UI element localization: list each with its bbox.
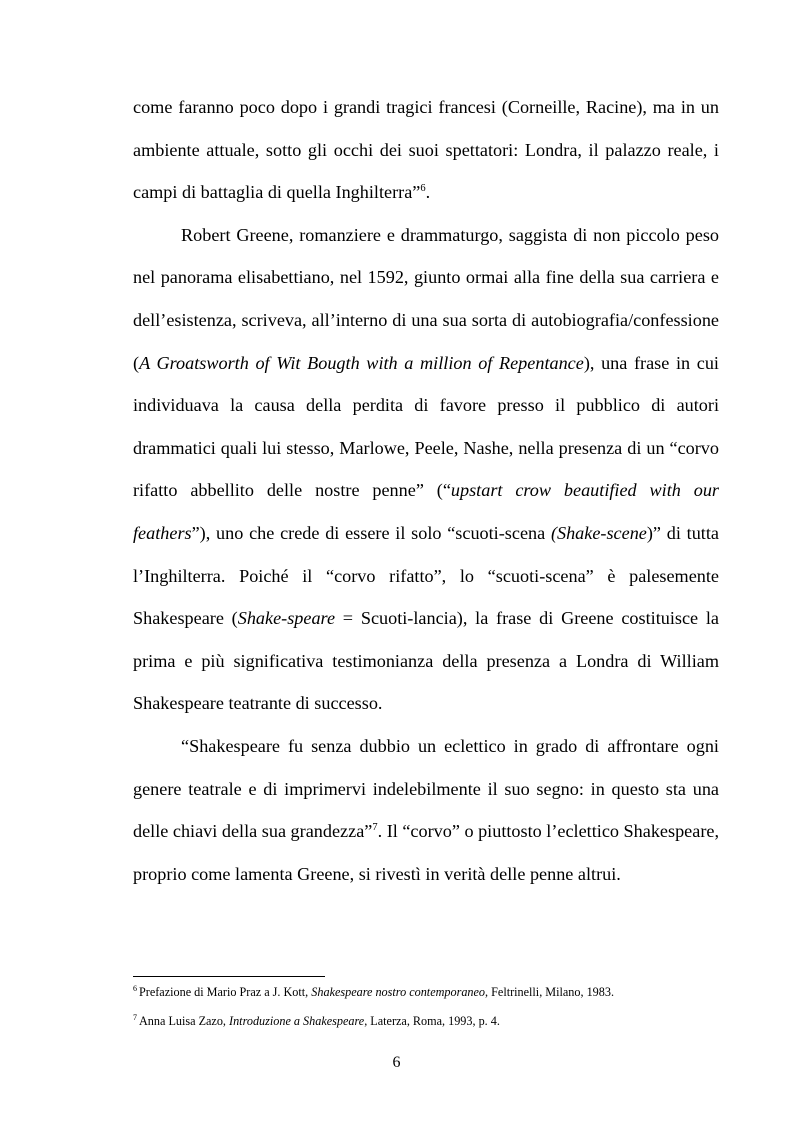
paragraph-2-text-e: = Scuoti-lancia), la frase di Greene costituisce la prima e più significativa testimonianza della presenza a Londra di William Shakespeare teatrante di successo. (133, 608, 720, 714)
paragraph-3-text-a: “Shakespeare fu senza dubbio un eclettico in grado di affrontare ogni genere teatrale e di imprimervi indelebilmente il suo segno: in questo sta una delle chiavi della sua grandezza” (133, 735, 719, 842)
footnote-book-title: Shakespeare nostro contemporaneo (311, 985, 486, 999)
footnote-7 (133, 1013, 719, 1029)
footnote-6 (133, 984, 719, 1000)
paragraph-1-end: . (425, 182, 431, 203)
page-number: 6 (392, 1054, 401, 1071)
footnote-number: 6 (133, 983, 137, 993)
body-text (133, 86, 719, 895)
paragraph-2-text-d: )” di tutta l’Inghilterra. Poiché il “corvo rifatto”, lo “scuoti-scena” è palesemente Shakespeare ( (133, 522, 719, 629)
footnote-publisher: , Laterza, Roma, 1993, p. 4. (364, 1014, 500, 1028)
paragraph-2-text-b: ), una frase in cui individuava la causa della perdita di favore presso il pubblico di autori drammatici quali lui stesso, Marlowe, Peele, Nashe, nella presenza di un “corvo rifatto abbellito delle nostre penne” (“ (133, 352, 719, 501)
paragraph-3 (133, 725, 719, 895)
footnote-ref-7[interactable]: 7 (372, 822, 378, 834)
footnotes (133, 984, 719, 1042)
paragraph-2-text-c: ”), uno che crede di essere il solo “scuoti-scena (191, 522, 551, 543)
paragraph-1-text: come faranno poco dopo i grandi tragici francesi (Corneille, Racine), ma in un ambiente attuale, sotto gli occhi dei suoi spettatori: Londra, il palazzo reale, i campi di battaglia di quella Inghilterra” (133, 97, 719, 203)
footnote-text: Prefazione di Mario Praz a J. Kott, (139, 985, 312, 999)
paragraph-2-title-groatsworth: A Groatsworth of Wit Bougth with a million of Repentance (139, 352, 584, 373)
paragraph-2-quote-upstart-crow: upstart crow beautified with our feathers (133, 480, 719, 543)
paragraph-2-shake-speare: Shake-speare (237, 608, 336, 629)
paragraph-2-text-a: Robert Greene, romanziere e drammaturgo, saggista di non piccolo peso nel panorama elisabettiano, nel 1592, giunto ormai alla fine della sua carriera e dell’esistenza, scriveva, all’interno di una sua sorta di autobiografia/confessione ( (133, 224, 719, 373)
footnote-publisher: , Feltrinelli, Milano, 1983. (485, 985, 615, 999)
paragraph-2 (133, 214, 719, 725)
footnote-ref-6[interactable]: 6 (420, 183, 426, 195)
paragraph-3-text-b: . Il “corvo” o piuttosto l’eclettico Shakespeare, proprio come lamenta Greene, si rivestì in verità delle penne altrui. (133, 821, 719, 884)
footnote-text: Anna Luisa Zazo, (139, 1014, 230, 1028)
paragraph-2-shake-scene: (Shake-scene (550, 522, 647, 543)
paragraph-1 (133, 86, 719, 214)
footnote-divider (133, 976, 325, 977)
footnote-number: 7 (133, 1012, 137, 1022)
footnote-book-title: Introduzione a Shakespeare (229, 1014, 365, 1028)
